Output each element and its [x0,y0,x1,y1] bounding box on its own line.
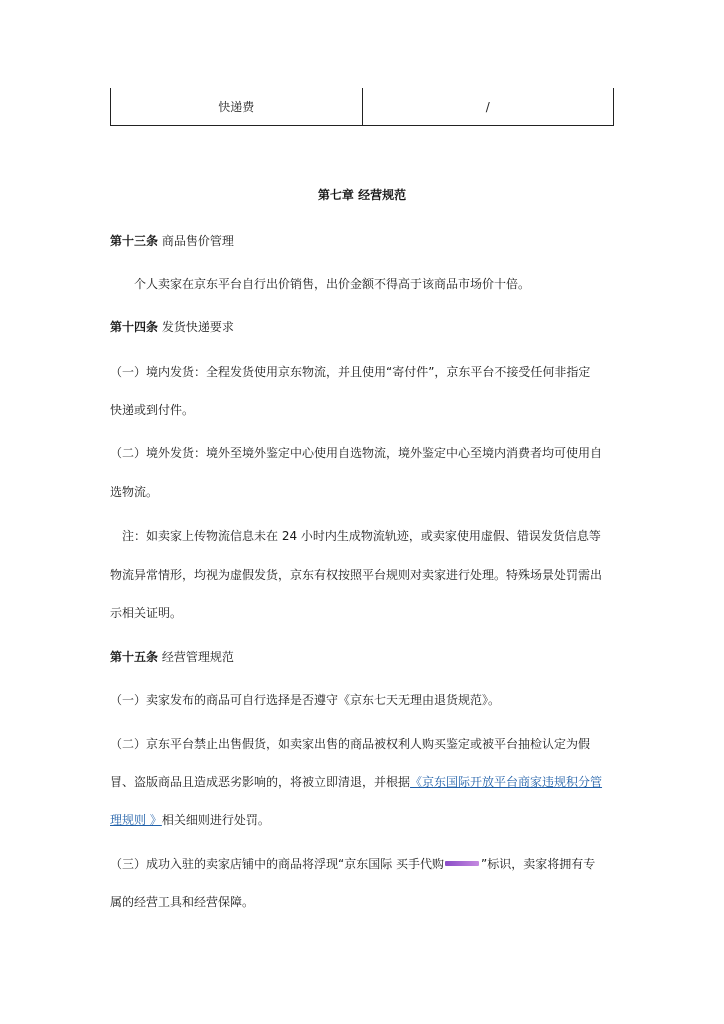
violation-rules-link[interactable]: 《京东国际开放平台商家违规积分管 [410,775,603,789]
article-15-item-3-text-a: （三）成功入驻的卖家店铺中的商品将浮现“京东国际 买手代购 [110,857,445,871]
fee-value-cell: / [362,88,614,125]
article-13-heading [110,231,615,251]
article-14-item-1-line-1: （一）境内发货：全程发货使用京东物流，并且使用“寄付件”，京东平台不接受任何非指定 [110,365,591,379]
article-14-note-line-3: 示相关证明。 [110,606,183,620]
buyer-agent-badge-icon [445,861,479,866]
article-15-item-1: （一）卖家发布的商品可自行选择是否遵守《京东七天无理由退货规范》。 [110,693,501,707]
fee-label-cell: 快递费 [218,100,255,114]
article-14-note-line-2: 物流异常情形，均视为虚假发货，京东有权按照平台规则对卖家进行处理。特殊场景处罚需出 [110,568,603,582]
article-15-heading [110,647,615,667]
article-14-item-2-line-1: （二）境外发货：境外至境外鉴定中心使用自选物流，境外鉴定中心至境内消费者均可使用自 [110,446,603,460]
article-14-title: 发货快递要求 [158,320,234,334]
article-15-item-2-text: 冒、盗版商品且造成恶劣影响的，将被立即清退，并根据 [110,775,411,789]
article-15-title: 经营管理规范 [158,650,234,664]
article-15-item-3-line-2: 属的经营工具和经营保障。 [110,895,255,909]
article-14-item-1-line-2: 快递或到付件。 [110,403,195,417]
article-15-item-3-text-b: ”标识，卖家将拥有专 [481,857,596,871]
fee-table [110,88,614,126]
article-13-paragraph: 个人卖家在京东平台自行出价销售，出价金额不得高于该商品市场价十倍。 [134,277,531,291]
article-13-number: 第十三条 [110,234,159,248]
violation-rules-link-continued[interactable]: 理规则 》 [110,813,162,827]
article-15-number: 第十五条 [110,650,159,664]
article-15-item-3-line-1 [110,854,615,874]
chapter-title: 第七章 经营规范 [317,188,407,202]
article-14-note-line-1: 注：如卖家上传物流信息未在 24 小时内生成物流轨迹，或卖家使用虚假、错误发货信息等 [122,529,601,543]
article-14-heading [110,317,615,337]
article-14-item-2-line-2: 选物流。 [110,485,159,499]
article-15-item-2-line-1: （二）京东平台禁止出售假货，如卖家出售的商品被权利人购买鉴定或被平台抽检认定为假 [110,737,591,751]
article-15-item-2-line-3 [110,810,615,830]
article-15-item-2-line-2 [110,772,615,792]
article-14-number: 第十四条 [110,320,159,334]
article-15-item-2-tail: 相关细则进行处罚。 [161,813,270,827]
article-13-title: 商品售价管理 [158,234,234,248]
